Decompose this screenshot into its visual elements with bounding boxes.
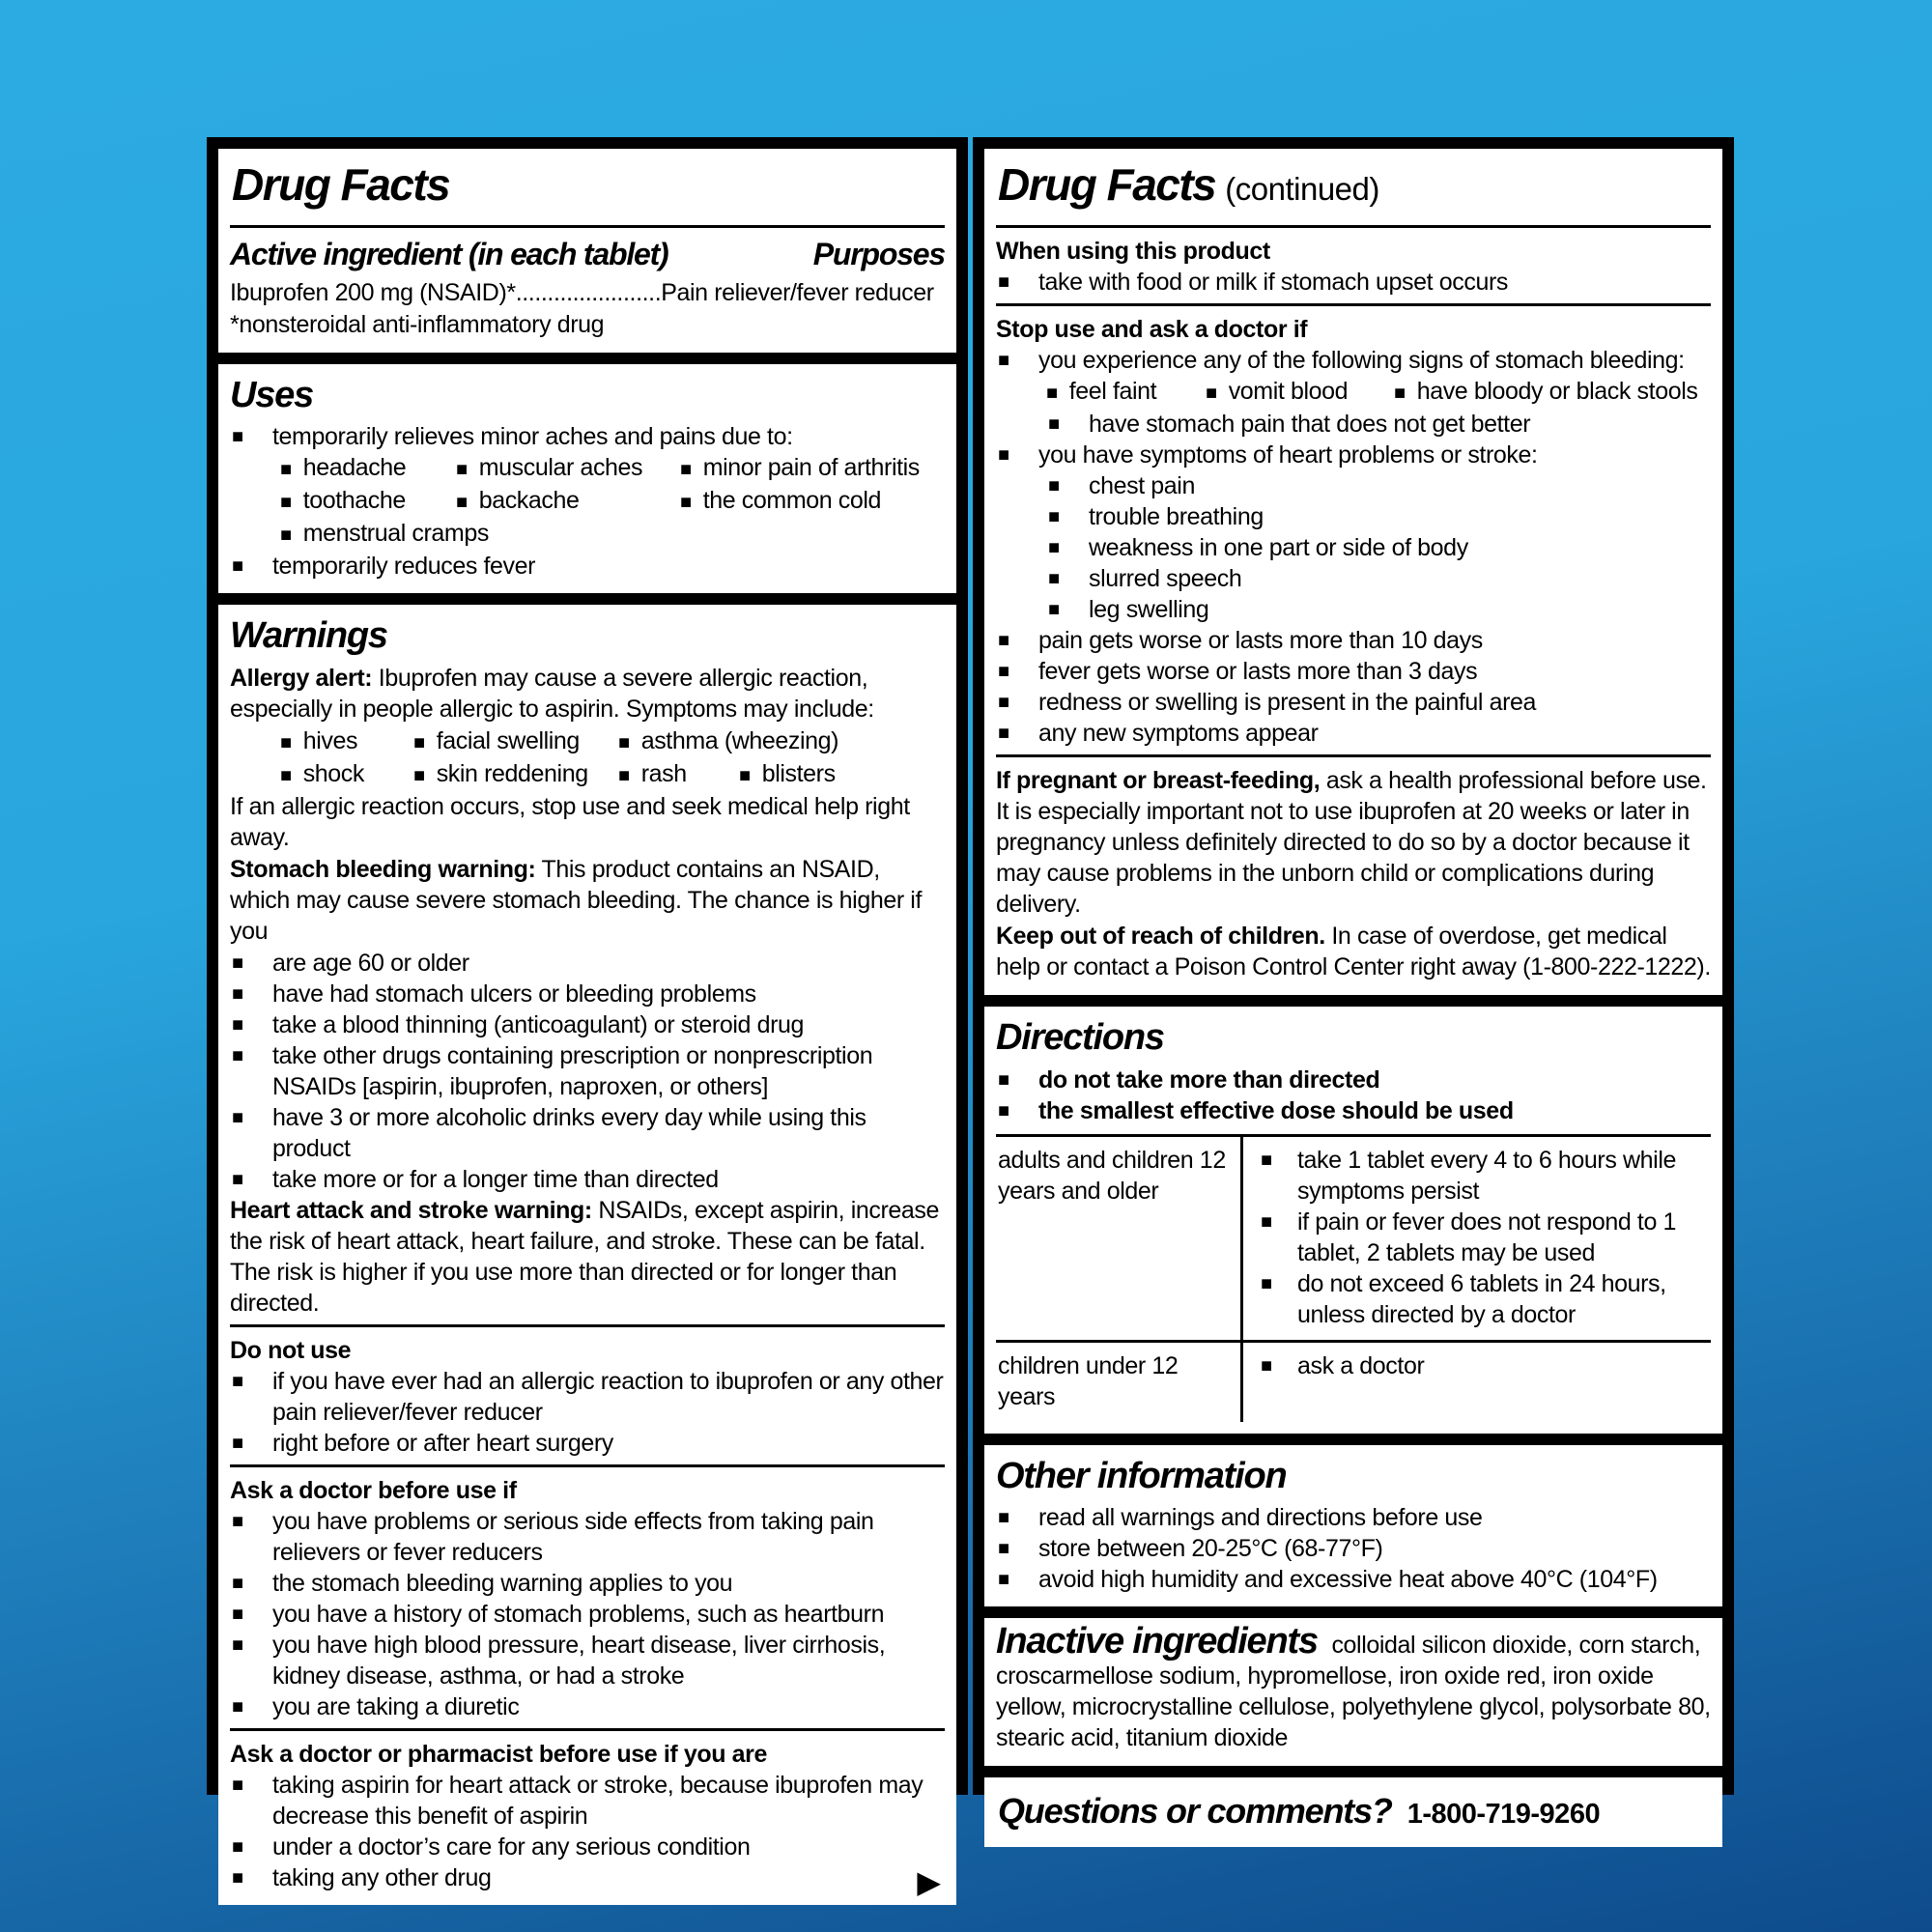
bullet-square-icon: ■ — [280, 492, 292, 514]
bullet-text: menstrual cramps — [302, 520, 489, 548]
bullet-text: the smallest effective dose should be used — [1038, 1096, 1514, 1124]
ingredients-list: colloidal silicon dioxide, corn starch, croscarmellose sodium, hypromellose, iron oxide red, iron oxide yellow, microcrystalline cellulose, polyethylene glycol, polysorbate 80, stearic acid, titanium dioxide — [996, 1632, 1711, 1752]
bullet-square-icon: ■ — [413, 764, 425, 786]
section-heading: Uses — [230, 374, 314, 415]
dosage-row — [996, 1343, 1711, 1422]
bullet-text: you have symptoms of heart problems or stroke: — [1038, 441, 1538, 469]
bullet-item — [280, 485, 456, 518]
bold-lead: Heart attack and stroke warning: — [230, 1196, 592, 1224]
bullet-text: right before or after heart surgery — [272, 1429, 613, 1457]
bullet-item — [280, 452, 456, 485]
bullet-text: weakness in one part or side of body — [1089, 534, 1468, 562]
bullet-text: store between 20-25°C (68-77°F) — [1038, 1535, 1383, 1563]
bullet-square-icon: ■ — [618, 731, 630, 753]
bullet-text: fever gets worse or lasts more than 3 days — [1038, 658, 1478, 686]
bullet-text: any new symptoms appear — [1038, 720, 1319, 748]
bullet-square-icon: ■ — [618, 764, 630, 786]
paragraph — [230, 854, 945, 947]
bullet-row — [230, 758, 945, 791]
bullet-square-icon: ■ — [232, 1774, 243, 1796]
drug-facts-title — [996, 156, 1711, 219]
bullet-square-icon: ■ — [998, 1538, 1009, 1560]
bullet-square-icon: ■ — [280, 764, 292, 786]
label-box — [218, 149, 956, 353]
bullet-square-icon: ■ — [1261, 1149, 1272, 1171]
subsection-heading: When using this product — [996, 238, 1270, 266]
bullet-item — [680, 485, 881, 518]
bullet-row — [230, 452, 945, 485]
bullet-item — [230, 1506, 945, 1568]
bullet-item — [1206, 376, 1394, 409]
paragraph — [996, 921, 1711, 982]
bullet-square-icon: ■ — [232, 1106, 243, 1128]
label-box — [984, 1777, 1722, 1847]
phone-number: 1-800-719-9260 — [1406, 1799, 1601, 1831]
bullet-square-icon: ■ — [1394, 383, 1406, 405]
bold-lead: If pregnant or breast-feeding, — [996, 767, 1321, 795]
subsection-heading: Do not use — [230, 1336, 352, 1364]
bullet-square-icon: ■ — [232, 1572, 243, 1594]
bullet-text: feel faint — [1068, 378, 1157, 406]
bullet-item — [1046, 470, 1711, 501]
bullet-item — [230, 1366, 945, 1428]
bullet-text: temporarily reduces fever — [272, 553, 536, 581]
bullet-item — [996, 656, 1711, 687]
active-ingredient-heading — [230, 236, 945, 272]
bullet-item — [230, 979, 945, 1009]
bullet-square-icon: ■ — [232, 555, 243, 578]
bullet-square-icon: ■ — [456, 492, 468, 514]
bullet-text: you experience any of the following signs of stomach bleeding: — [1038, 347, 1685, 375]
bullet-item — [1259, 1145, 1711, 1207]
bullet-square-icon: ■ — [1048, 568, 1060, 590]
bullet-item — [618, 758, 739, 791]
bullet-text: under a doctor’s care for any serious condition — [272, 1833, 751, 1861]
bullet-square-icon: ■ — [998, 630, 1009, 652]
bullet-item — [280, 518, 489, 551]
active-ingredient-label: Active ingredient (in each tablet) — [230, 237, 668, 272]
bullet-item — [1046, 563, 1711, 594]
dosage-instructions — [1240, 1343, 1711, 1422]
bullet-square-icon: ■ — [680, 459, 692, 481]
paragraph-text: Ibuprofen 200 mg (NSAID)*.......................Pain reliever/fever reducer — [230, 278, 934, 306]
bullet-item — [1046, 594, 1711, 625]
bullet-text: redness or swelling is present in the painful area — [1038, 689, 1537, 717]
dosage-age-group: adults and children 12 years and older — [998, 1146, 1226, 1205]
bullet-text: hives — [302, 726, 358, 754]
bullet-item — [1259, 1350, 1711, 1381]
paragraph-text: If an allergic reaction occurs, stop use and seek medical help right away. — [230, 792, 910, 851]
subsection-heading: Ask a doctor or pharmacist before use if you are — [230, 1740, 767, 1768]
dosage-table — [996, 1134, 1711, 1422]
bullet-text: do not take more than directed — [1038, 1065, 1380, 1094]
bullet-item — [230, 1862, 945, 1893]
bullet-square-icon: ■ — [1048, 537, 1060, 559]
bullet-row — [996, 376, 1711, 409]
bullet-text: slurred speech — [1089, 565, 1242, 593]
bullet-item — [456, 452, 680, 485]
bullet-square-icon: ■ — [998, 723, 1009, 745]
bullet-square-icon: ■ — [232, 1044, 243, 1066]
bullet-item — [996, 440, 1711, 470]
bullet-item — [996, 687, 1711, 718]
bullet-item — [230, 421, 945, 452]
bullet-square-icon: ■ — [232, 1866, 243, 1889]
bullet-text: facial swelling — [436, 726, 580, 754]
bullet-square-icon: ■ — [998, 271, 1009, 294]
paragraph — [230, 309, 945, 340]
bold-lead: Stomach bleeding warning: — [230, 855, 536, 883]
bullet-item — [230, 1770, 945, 1832]
bullet-square-icon: ■ — [998, 661, 1009, 683]
bullet-square-icon: ■ — [1261, 1354, 1272, 1377]
bullet-item — [456, 485, 680, 518]
label-box — [218, 605, 956, 1905]
drug-facts-right-panel — [973, 137, 1734, 1832]
divider — [230, 1324, 945, 1327]
bullet-square-icon: ■ — [232, 1634, 243, 1656]
bullet-text: avoid high humidity and excessive heat above 40°C (104°F) — [1038, 1566, 1658, 1594]
bullet-item — [230, 948, 945, 979]
bullet-text: if pain or fever does not respond to 1 tablet, 2 tablets may be used — [1297, 1208, 1677, 1266]
bullet-item — [230, 1102, 945, 1164]
bullet-square-icon: ■ — [232, 1168, 243, 1190]
paragraph-text: Ibuprofen may cause a severe allergic reaction, especially in people allergic to aspirin. Symptoms may include: — [230, 664, 874, 723]
bullet-square-icon: ■ — [1048, 599, 1060, 621]
bullet-text: muscular aches — [478, 454, 643, 482]
bullet-text: are age 60 or older — [272, 949, 469, 977]
dosage-age-group: children under 12 years — [998, 1351, 1179, 1410]
bullet-square-icon: ■ — [998, 692, 1009, 714]
bold-lead: Allergy alert: — [230, 664, 373, 692]
bullet-square-icon: ■ — [1261, 1272, 1272, 1294]
divider — [996, 754, 1711, 757]
bullet-square-icon: ■ — [413, 731, 425, 753]
bullet-square-icon: ■ — [232, 1510, 243, 1532]
bullet-text: taking aspirin for heart attack or stroke, because ibuprofen may decrease this benefit of aspirin — [272, 1771, 923, 1830]
bullet-item — [1259, 1268, 1711, 1330]
continued-arrow-icon: ▶ — [917, 1863, 941, 1899]
bullet-row — [230, 725, 945, 758]
bullet-square-icon: ■ — [739, 764, 751, 786]
bullet-square-icon: ■ — [1048, 413, 1060, 436]
inactive-ingredients — [996, 1621, 1711, 1753]
bullet-item — [996, 267, 1711, 298]
divider — [996, 225, 1711, 228]
bullet-square-icon: ■ — [280, 525, 292, 547]
bullet-item — [739, 758, 836, 791]
subsection-heading: Stop use and ask a doctor if — [996, 316, 1308, 344]
paragraph — [230, 1195, 945, 1319]
divider — [230, 225, 945, 228]
bullet-item — [1394, 376, 1697, 409]
bullet-item — [1046, 532, 1711, 563]
bullet-item — [618, 725, 838, 758]
bullet-square-icon: ■ — [280, 731, 292, 753]
bullet-square-icon: ■ — [998, 1099, 1009, 1122]
paragraph-text: In case of overdose, get medical help or contact a Poison Control Center right away (1-800-222-1222). — [996, 923, 1711, 981]
bullet-item — [230, 1164, 945, 1195]
bullet-text: you have high blood pressure, heart disease, liver cirrhosis, kidney disease, asthma, or had a stroke — [272, 1631, 886, 1690]
bullet-item — [230, 1040, 945, 1102]
paragraph-text: This product contains an NSAID, which may cause severe stomach bleeding. The chance is higher if you — [230, 855, 923, 945]
label-box — [984, 1007, 1722, 1434]
bullet-item — [996, 345, 1711, 376]
bullet-square-icon: ■ — [998, 1569, 1009, 1591]
bullet-square-icon: ■ — [1261, 1210, 1272, 1233]
bullet-item — [413, 758, 618, 791]
bullet-text: backache — [478, 487, 580, 515]
bullet-text: shock — [302, 759, 364, 787]
bullet-item — [230, 1428, 945, 1459]
bullet-text: headache — [302, 454, 407, 482]
bullet-item — [1046, 376, 1206, 409]
bullet-text: have 3 or more alcoholic drinks every day while using this product — [272, 1103, 867, 1162]
paragraph — [230, 663, 945, 724]
bullet-text: take other drugs containing prescription or nonprescription NSAIDs [aspirin, ibuprofen, naproxen, or others] — [272, 1041, 873, 1100]
bullet-square-icon: ■ — [232, 1835, 243, 1858]
bullet-square-icon: ■ — [232, 982, 243, 1005]
bullet-text: rash — [640, 759, 687, 787]
bullet-square-icon: ■ — [456, 459, 468, 481]
bullet-text: you are taking a diuretic — [272, 1692, 520, 1720]
divider — [996, 303, 1711, 306]
bullet-square-icon: ■ — [998, 1068, 1009, 1091]
bullet-text: toothache — [302, 487, 406, 515]
bullet-text: asthma (wheezing) — [640, 726, 839, 754]
bullet-item — [996, 1065, 1711, 1095]
bullet-text: the stomach bleeding warning applies to you — [272, 1569, 733, 1597]
bullet-item — [230, 1599, 945, 1630]
bullet-text: chest pain — [1089, 472, 1195, 500]
bullet-square-icon: ■ — [232, 1013, 243, 1036]
bullet-item — [996, 1095, 1711, 1126]
bullet-text: pain gets worse or lasts more than 10 days — [1038, 627, 1483, 655]
bullet-item — [996, 718, 1711, 749]
section-heading: Other information — [996, 1455, 1287, 1496]
bullet-square-icon: ■ — [1048, 506, 1060, 528]
bullet-text: take a blood thinning (anticoagulant) or steroid drug — [272, 1010, 805, 1038]
section-heading: Directions — [996, 1017, 1164, 1059]
paragraph-text: NSAIDs, except aspirin, increase the risk of heart attack, heart failure, and stroke. These can be fatal. The risk is higher if you use more than directed or for longer than directed. — [230, 1196, 939, 1317]
bullet-square-icon: ■ — [998, 1507, 1009, 1529]
drug-facts-title-text: Drug Facts — [998, 159, 1216, 210]
bullet-item — [280, 758, 413, 791]
bullet-item — [996, 625, 1711, 656]
bullet-text: vomit blood — [1228, 378, 1349, 406]
divider — [230, 1728, 945, 1731]
bullet-text: minor pain of arthritis — [702, 454, 920, 482]
bullet-square-icon: ■ — [232, 1432, 243, 1454]
bullet-text: do not exceed 6 tablets in 24 hours, unless directed by a doctor — [1297, 1269, 1666, 1328]
paragraph — [230, 791, 945, 853]
bullet-text: taking any other drug — [272, 1863, 492, 1891]
section-heading: Inactive ingredients — [996, 1621, 1318, 1662]
bullet-item — [230, 1832, 945, 1862]
bullet-text: have stomach pain that does not get better — [1089, 411, 1531, 439]
bullet-item — [1046, 409, 1711, 440]
bullet-item — [1046, 501, 1711, 532]
bullet-item — [996, 1533, 1711, 1564]
bullet-item — [280, 725, 413, 758]
purposes-label: Purposes — [812, 237, 945, 272]
bullet-text: have bloody or black stools — [1416, 378, 1698, 406]
bullet-square-icon: ■ — [232, 1603, 243, 1625]
bullet-text: the common cold — [702, 487, 882, 515]
label-box — [984, 149, 1722, 995]
questions-or-comments — [996, 1785, 1711, 1835]
bullet-square-icon: ■ — [232, 426, 243, 448]
bullet-square-icon: ■ — [1048, 475, 1060, 497]
bullet-item — [680, 452, 920, 485]
bullet-square-icon: ■ — [998, 444, 1009, 467]
bullet-square-icon: ■ — [998, 350, 1009, 372]
section-heading: Warnings — [230, 615, 387, 657]
bullet-square-icon: ■ — [1046, 383, 1058, 405]
dosage-instructions — [1240, 1137, 1711, 1340]
drug-facts-label — [207, 137, 1734, 1899]
bullet-text: take with food or milk if stomach upset occurs — [1038, 269, 1508, 297]
bullet-square-icon: ■ — [232, 952, 243, 974]
bullet-text: take 1 tablet every 4 to 6 hours while symptoms persist — [1297, 1146, 1676, 1205]
bullet-square-icon: ■ — [280, 459, 292, 481]
bullet-text: blisters — [761, 759, 836, 787]
bullet-text: ask a doctor — [1297, 1351, 1425, 1379]
bullet-item — [230, 551, 945, 582]
bullet-text: read all warnings and directions before use — [1038, 1504, 1483, 1532]
bullet-text: have had stomach ulcers or bleeding problems — [272, 980, 756, 1008]
label-box — [984, 1618, 1722, 1766]
bullet-item — [1259, 1207, 1711, 1268]
bullet-text: you have problems or serious side effects from taking pain relievers or fever reducers — [272, 1507, 874, 1566]
subsection-heading: Ask a doctor before use if — [230, 1476, 517, 1504]
bullet-square-icon: ■ — [232, 1695, 243, 1718]
dosage-row — [996, 1137, 1711, 1343]
bullet-item — [230, 1691, 945, 1722]
bullet-item — [230, 1630, 945, 1691]
bold-lead: Keep out of reach of children. — [996, 923, 1325, 951]
paragraph-text: ask a health professional before use. It is especially important not to use ibuprofen at 20 weeks or later in pregnancy unless definitely directed to do so by a doctor because it may cause problems in the unborn child or complications during delivery. — [996, 767, 1707, 919]
bullet-text: take more or for a longer time than directed — [272, 1165, 719, 1193]
bullet-square-icon: ■ — [232, 1370, 243, 1392]
bullet-square-icon: ■ — [680, 492, 692, 514]
bullet-item — [230, 1009, 945, 1040]
bullet-item — [413, 725, 618, 758]
bullet-text: skin reddening — [436, 759, 588, 787]
bullet-item — [996, 1502, 1711, 1533]
questions-heading: Questions or comments? — [998, 1791, 1392, 1832]
paragraph — [996, 765, 1711, 920]
paragraph — [230, 277, 945, 308]
drug-facts-continued-text: (continued) — [1225, 171, 1379, 207]
bullet-text: you have a history of stomach problems, such as heartburn — [272, 1600, 885, 1628]
bullet-square-icon: ■ — [1206, 383, 1217, 405]
drug-facts-left-panel — [207, 137, 968, 1899]
bullet-item — [230, 1568, 945, 1599]
bullet-text: if you have ever had an allergic reaction to ibuprofen or any other pain reliever/fever reducer — [272, 1367, 944, 1426]
bullet-row — [230, 518, 945, 551]
drug-facts-title-text: Drug Facts — [232, 159, 450, 210]
bullet-row — [230, 485, 945, 518]
bullet-text: trouble breathing — [1089, 503, 1264, 531]
bullet-text: leg swelling — [1089, 596, 1209, 624]
label-box — [218, 364, 956, 594]
divider — [230, 1464, 945, 1467]
paragraph-text: *nonsteroidal anti-inflammatory drug — [230, 310, 605, 338]
drug-facts-title — [230, 156, 945, 219]
bullet-item — [996, 1564, 1711, 1595]
bullet-text: temporarily relieves minor aches and pains due to: — [272, 423, 793, 451]
label-box — [984, 1445, 1722, 1607]
